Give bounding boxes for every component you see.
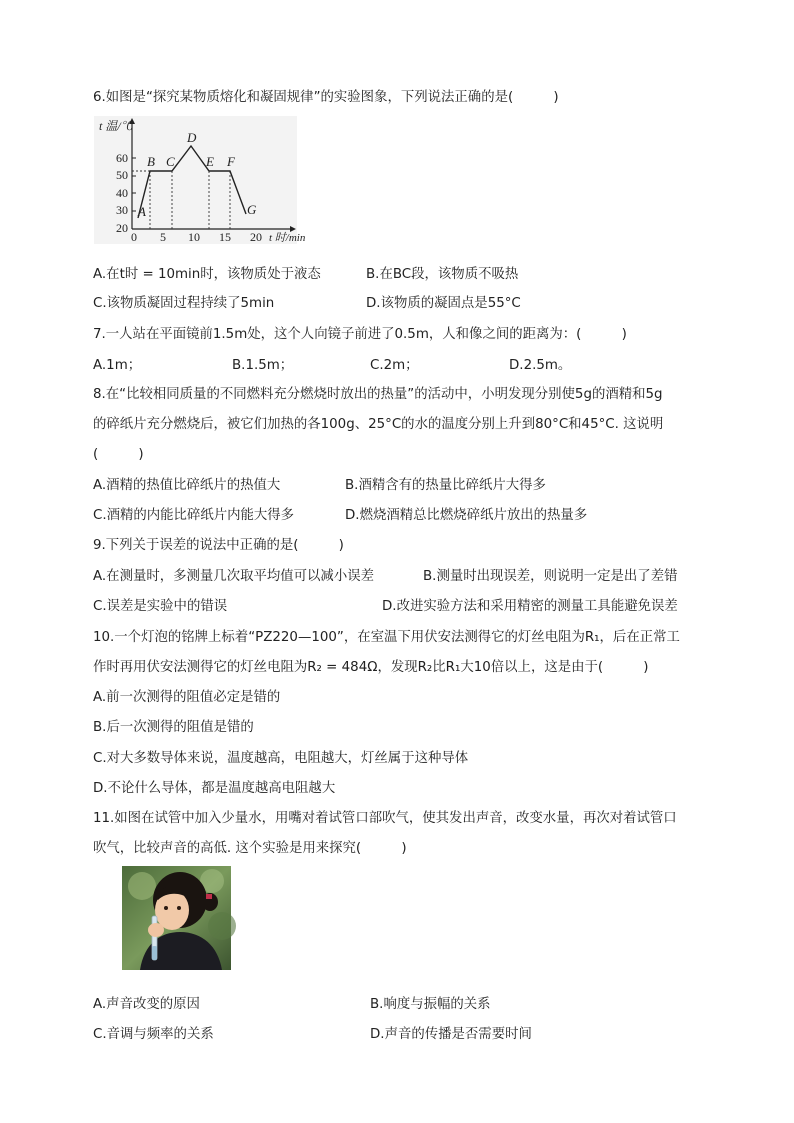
q11-option-d: D.声音的传播是否需要时间 bbox=[370, 1027, 532, 1042]
q6-option-b: B.在BC段，该物质不吸热 bbox=[366, 267, 519, 282]
q9-option-c: C.误差是实验中的错误 bbox=[93, 599, 228, 614]
point-a-label: A bbox=[138, 204, 146, 219]
q8-option-c: C.酒精的内能比碎纸片内能大得多 bbox=[93, 508, 295, 523]
point-e-label: E bbox=[206, 154, 214, 169]
y-tick-60: 60 bbox=[116, 151, 128, 165]
q10-line-2: 作时再用伏安法测得它的灯丝电阻为R₂ = 484Ω，发现R₂比R₁大10倍以上，这是由于( ) bbox=[93, 660, 649, 675]
point-c-label: C bbox=[166, 154, 175, 169]
q6-option-a: A.在t时 = 10min时，该物质处于液态 bbox=[93, 267, 321, 282]
girl-blowing-test-tube-photo bbox=[122, 866, 231, 970]
q7-option-d: D.2.5m。 bbox=[509, 358, 572, 373]
x-tick-10: 10 bbox=[188, 230, 200, 244]
point-d-label: D bbox=[187, 130, 197, 145]
y-tick-40: 40 bbox=[116, 186, 128, 200]
y-tick-50: 50 bbox=[116, 168, 128, 182]
q11-line-2: 吹气，比较声音的高低. 这个实验是用来探究( ) bbox=[93, 841, 407, 856]
q8-line-2: 的碎纸片充分燃烧后，被它们加热的各100g、25°C的水的温度分别上升到80°C和45°C. 这说明 bbox=[93, 417, 664, 432]
y-axis-label: t 温/℃ bbox=[99, 119, 133, 133]
q10-option-b: B.后一次测得的阻值是错的 bbox=[93, 720, 254, 735]
q9-stem: 9.下列关于误差的说法中正确的是( ) bbox=[93, 538, 344, 553]
q11-option-c: C.音调与频率的关系 bbox=[93, 1027, 214, 1042]
q8-option-d: D.燃烧酒精总比燃烧碎纸片放出的热量多 bbox=[345, 508, 588, 523]
q6-option-c: C.该物质凝固过程持续了5min bbox=[93, 296, 275, 311]
q8-option-a: A.酒精的热值比碎纸片的热值大 bbox=[93, 478, 281, 493]
point-b-label: B bbox=[147, 154, 155, 169]
x-tick-20: 20 bbox=[250, 230, 262, 244]
q9-option-d: D.改进实验方法和采用精密的测量工具能避免误差 bbox=[382, 599, 678, 614]
q8-line-1: 8.在“比较相同质量的不同燃料充分燃烧时放出的热量”的活动中，小明发现分别使5g的酒精和5g bbox=[93, 387, 663, 402]
x-tick-5: 5 bbox=[160, 230, 166, 244]
melting-graph-svg bbox=[94, 116, 306, 244]
q10-option-a: A.前一次测得的阻值必定是错的 bbox=[93, 690, 281, 705]
q10-line-1: 10.一个灯泡的铭牌上标着“PZ220—100”，在室温下用伏安法测得它的灯丝电阻为R₁，后在正常工 bbox=[93, 630, 680, 645]
q10-option-d: D.不论什么导体，都是温度越高电阻越大 bbox=[93, 781, 336, 796]
melting-graph bbox=[94, 116, 306, 244]
q8-option-b: B.酒精含有的热量比碎纸片大得多 bbox=[345, 478, 546, 493]
x-tick-0: 0 bbox=[131, 230, 137, 244]
x-axis-label: t 时/min bbox=[269, 232, 306, 244]
y-tick-30: 30 bbox=[116, 203, 128, 217]
point-g-label: G bbox=[247, 202, 257, 217]
q6-option-d: D.该物质的凝固点是55°C bbox=[366, 296, 521, 311]
q9-option-b: B.测量时出现误差，则说明一定是出了差错 bbox=[423, 569, 678, 584]
q7-option-b: B.1.5m； bbox=[232, 358, 294, 373]
q6-stem: 6.如图是“探究某物质熔化和凝固规律”的实验图象，下列说法正确的是( ) bbox=[93, 90, 559, 105]
q11-line-1: 11.如图在试管中加入少量水，用嘴对着试管口部吹气，使其发出声音，改变水量，再次对着试管口 bbox=[93, 811, 677, 826]
q9-option-a: A.在测量时，多测量几次取平均值可以减小误差 bbox=[93, 569, 374, 584]
q11-option-b: B.响度与振幅的关系 bbox=[370, 997, 491, 1012]
q7-option-a: A.1m； bbox=[93, 358, 142, 373]
y-tick-20: 20 bbox=[116, 221, 128, 235]
x-tick-15: 15 bbox=[219, 230, 231, 244]
q11-option-a: A.声音改变的原因 bbox=[93, 997, 200, 1012]
q7-stem: 7.一人站在平面镜前1.5m处，这个人向镜子前进了0.5m，人和像之间的距离为：( ) bbox=[93, 327, 627, 342]
point-f-label: F bbox=[227, 154, 235, 169]
q8-line-3: ( ) bbox=[93, 447, 144, 462]
q10-option-c: C.对大多数导体来说，温度越高，电阻越大，灯丝属于这种导体 bbox=[93, 751, 469, 766]
q7-option-c: C.2m； bbox=[370, 358, 419, 373]
